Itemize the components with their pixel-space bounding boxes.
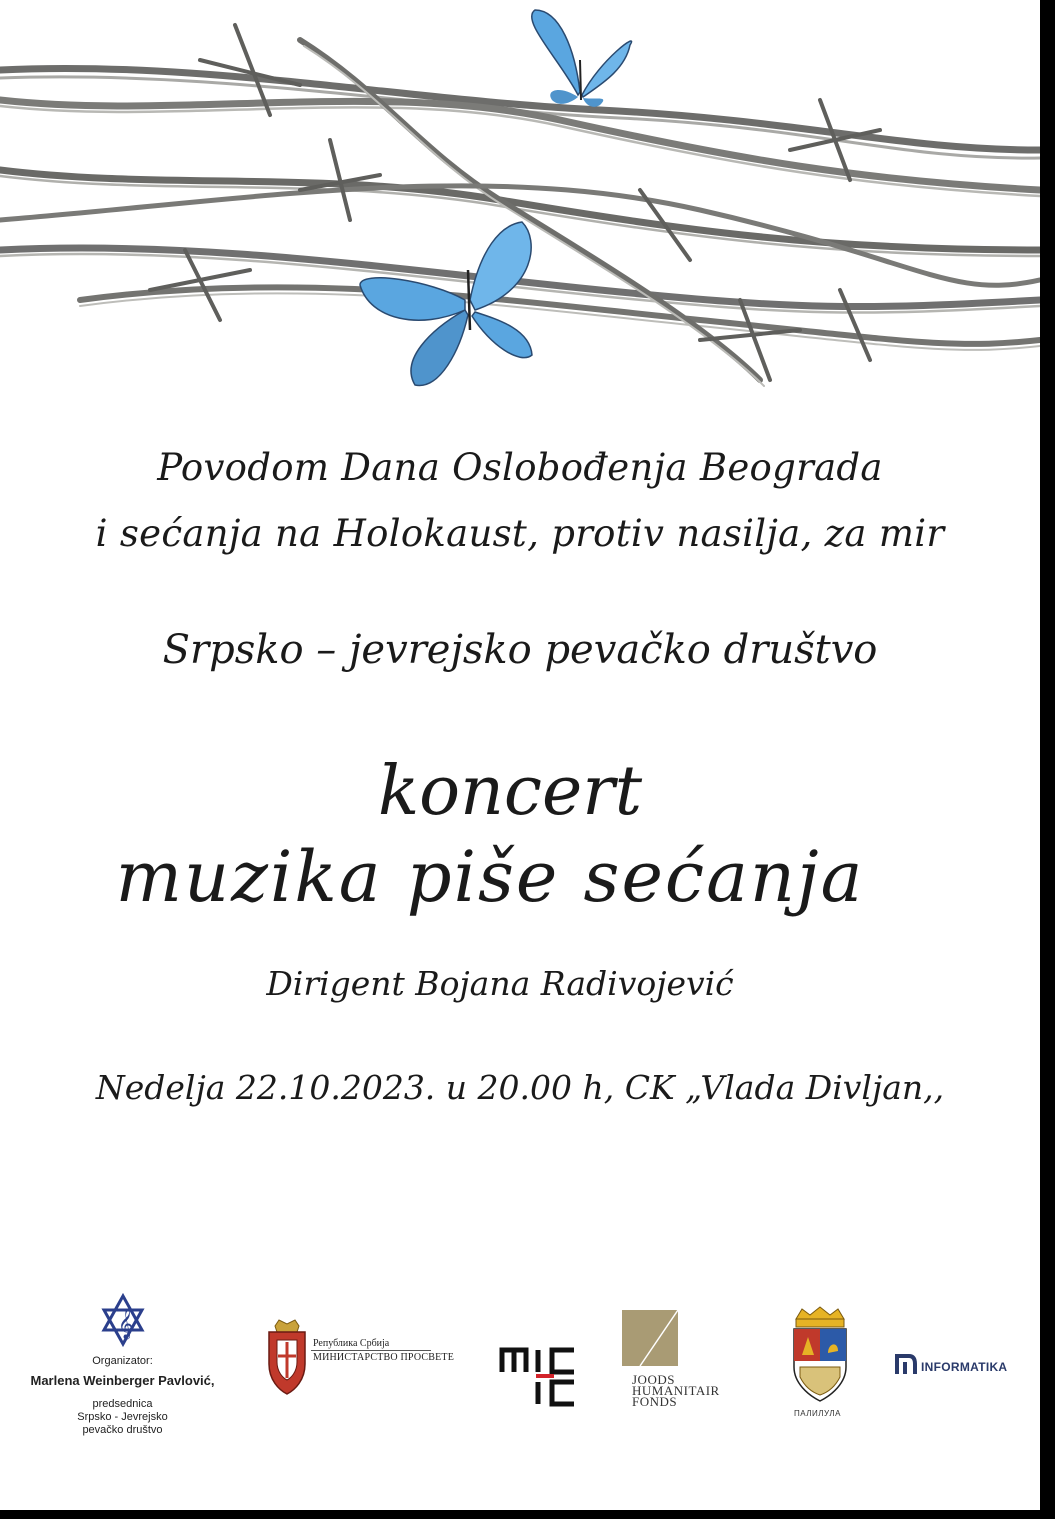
mic-logo xyxy=(498,1342,583,1412)
organizer-name: Marlena Weinberger Pavlović, xyxy=(30,1373,215,1388)
joods-square-icon xyxy=(620,1308,680,1368)
butterfly-icon xyxy=(532,10,632,107)
informatika-mark-icon xyxy=(895,1352,917,1376)
ministry-name: МИНИСТАРСТВО ПРОСВЕТЕ xyxy=(313,1352,455,1363)
butterfly-icon xyxy=(360,222,532,385)
joods-humanitair-fonds-logo xyxy=(620,1308,770,1423)
organizer-block xyxy=(10,1292,235,1437)
organizer-role-1: predsednica xyxy=(92,1398,153,1410)
ministry-divider xyxy=(311,1350,431,1351)
palilula-coat-of-arms-icon xyxy=(788,1305,852,1405)
ministry-logo xyxy=(265,1318,480,1398)
informatika-logo xyxy=(895,1352,1020,1382)
joods-wordmark: JOODS HUMANITAIR FONDS xyxy=(632,1372,720,1409)
palilula-logo xyxy=(788,1305,858,1420)
concert-title-line-1: koncert xyxy=(377,752,643,831)
conductor-line: Dirigent Bojana Radivojević xyxy=(266,964,734,1003)
organizer-role-2: Srpsko - Jevrejsko xyxy=(77,1411,168,1423)
occasion-line-2: i sećanja na Holokaust, protiv nasilja, za mir xyxy=(95,512,945,555)
organizer-label: Organizator: xyxy=(92,1355,153,1367)
organizer-role-3: pevačko društvo xyxy=(82,1424,163,1436)
event-details: Nedelja 22.10.2023. u 20.00 h, CK „Vlada Divljan,, xyxy=(95,1068,945,1107)
informatika-wordmark: INFORMATIKA xyxy=(921,1360,1008,1374)
concert-title-line-2: muzika piše sećanja xyxy=(115,836,865,918)
mic-logo-mark xyxy=(498,1342,583,1412)
ministry-country: Република Србија xyxy=(313,1338,390,1349)
occasion-line-1: Povodom Dana Oslobođenja Beograda xyxy=(157,446,883,489)
serbia-coat-of-arms-icon xyxy=(265,1318,309,1396)
choir-name: Srpsko – jevrejsko pevačko društvo xyxy=(162,627,878,673)
svg-text:𝄞: 𝄞 xyxy=(117,1309,133,1339)
barbed-wire-illustration xyxy=(0,0,1040,400)
palilula-label: ПАЛИЛУЛА xyxy=(794,1409,841,1418)
star-of-david-music-logo xyxy=(98,1292,148,1348)
